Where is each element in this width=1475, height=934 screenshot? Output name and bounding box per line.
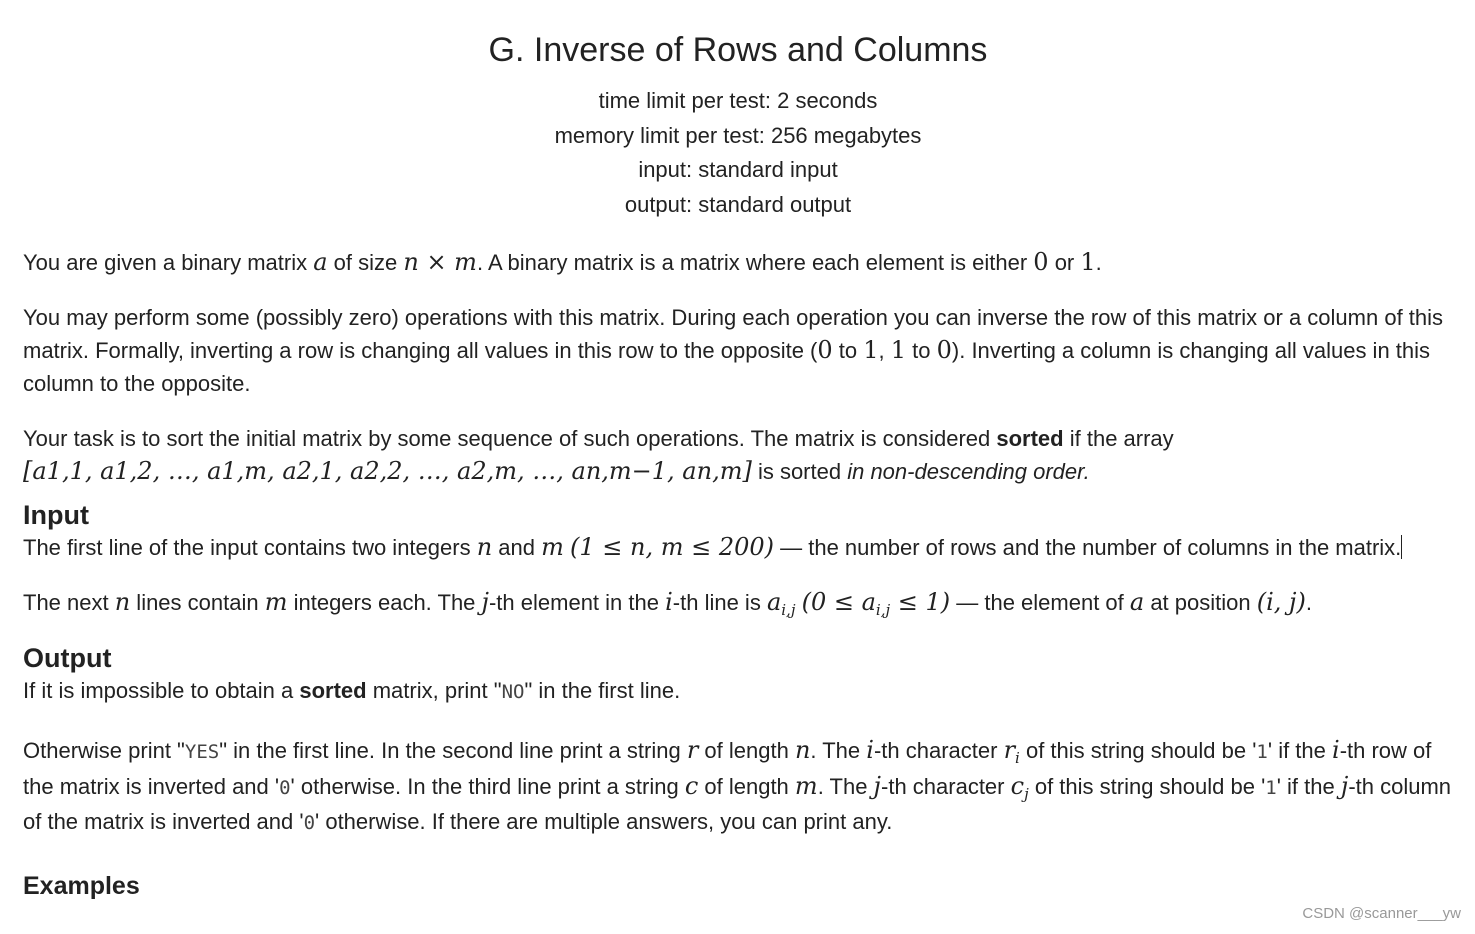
statement-paragraph-3: Your task is to sort the initial matrix by some sequence of such operations. The matrix is considered sorted if the array [a1,1, a1,2, …, a1,m, a2,1, a2,2, …, a2,m, …, an,m−1, an,m] is sorted in non-descending order. <box>23 425 1174 485</box>
watermark: CSDN @scanner___yw <box>1302 905 1461 922</box>
output-paragraph-1: If it is impossible to obtain a sorted matrix, print "NO" in the first line. <box>23 677 681 703</box>
math-one: 1 <box>1080 247 1096 276</box>
output-paragraph-2: Otherwise print "YES" in the first line. In the second line print a string r of length n. The i-th character $r_i$ of this string should be '1' if the i-th row of the matrix is inverted and '0' otherwise. In the third line print a string c of length m. The j-th character $c_j$ of this string should be '1' if the j-th column of the matrix is inverted and '0' otherwise. If there are multiple answers, you can print any. <box>23 735 1452 834</box>
input-paragraph-1: The first line of the input contains two integers n and m (1 ≤ n, m ≤ 200) — the number of rows and the number of columns in the matrix. <box>23 532 1402 561</box>
array-formula: [a1,1, a1,2, …, a1,m, a2,1, a2,2, …, a2,m, …, an,m−1, an,m] <box>23 456 752 485</box>
sorted-term: sorted <box>996 425 1064 451</box>
problem-limits <box>23 84 1453 223</box>
examples-heading: Examples <box>23 871 140 900</box>
input-paragraph-2: The next n lines contain m integers each. The j-th element in the i-th line is $a_{i,j}$ $(0 \le a_{i,j} \le 1)$ — the element of a at position (i, j). <box>23 587 1312 619</box>
time-limit: time limit per test: 2 seconds <box>598 88 878 113</box>
math-a: a <box>313 247 328 276</box>
memory-limit: memory limit per test: 256 megabytes <box>554 122 922 148</box>
output-file: output: standard output <box>624 192 852 218</box>
constraint-formula: (1 ≤ n, m ≤ 200) <box>569 532 774 561</box>
input-file: input: standard input <box>638 157 838 183</box>
math-size: n × m <box>403 247 477 276</box>
text-cursor <box>1401 535 1402 559</box>
statement-paragraph-2: You may perform some (possibly zero) operations with this matrix. During each operation you can inverse the row of this matrix or a column of this matrix. Formally, inverting a row is changing all values in this row to the opposite (0 to 1, 1 to 0). Inverting a column is changing all values in this column to the opposite. <box>23 304 1444 396</box>
output-heading: Output <box>23 642 112 673</box>
math-zero: 0 <box>1033 247 1049 276</box>
input-heading: Input <box>23 499 89 530</box>
problem-statement <box>23 0 1453 902</box>
statement-paragraph-1: You are given a binary matrix a of size n × m. A binary matrix is a matrix where each element is either 0 or 1. <box>23 247 1102 276</box>
problem-title: G. Inverse of Rows and Columns <box>488 31 988 69</box>
